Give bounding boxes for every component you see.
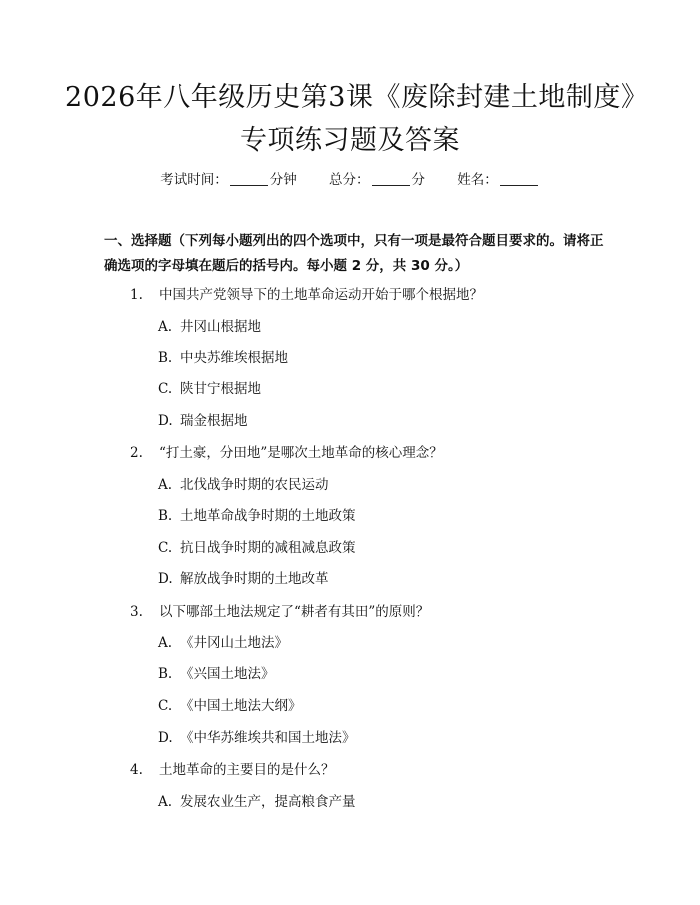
question-4	[130, 758, 335, 778]
option-text: 发展农业生产，提高粮食产量	[180, 794, 356, 810]
question-3-option-b[interactable]	[158, 662, 275, 682]
option-letter: D.	[158, 571, 173, 587]
student-name-field	[457, 168, 540, 188]
option-text: 《兴国土地法》	[180, 666, 275, 682]
total-score-blank[interactable]	[372, 171, 410, 186]
student-name-blank[interactable]	[500, 171, 538, 186]
option-letter: C.	[158, 381, 173, 397]
question-2-option-d[interactable]	[158, 567, 329, 587]
question-1-option-c[interactable]	[158, 377, 261, 397]
question-2-option-a[interactable]	[158, 473, 329, 493]
question-text: 中国共产党领导下的土地革命运动开始于哪个根据地？	[159, 287, 483, 303]
option-text: 北伐战争时期的农民运动	[180, 477, 329, 493]
option-letter: A.	[158, 477, 173, 493]
option-letter: B.	[158, 666, 173, 682]
question-number: 3.	[130, 604, 143, 620]
option-text: 井冈山根据地	[180, 319, 261, 335]
total-score-label: 总分：	[329, 172, 370, 188]
option-text: 抗日战争时期的减租减息政策	[180, 540, 356, 556]
question-3-option-a[interactable]	[158, 631, 288, 651]
total-score-unit: 分	[411, 172, 425, 188]
option-text: 《中华苏维埃共和国土地法》	[180, 730, 356, 746]
section-heading: 一、选择题（下列每小题列出的四个选项中，只有一项是最符合题目要求的。请将正确选项的字母填在题后的括号内。每小题 2 分，共 30 分。）	[104, 233, 604, 274]
option-text: 陕甘宁根据地	[180, 381, 261, 397]
question-3-option-d[interactable]	[158, 726, 356, 746]
option-text: 解放战争时期的土地改革	[180, 571, 329, 587]
exam-info	[0, 168, 700, 188]
option-letter: D.	[158, 730, 173, 746]
option-text: 《井冈山土地法》	[180, 635, 288, 651]
option-letter: A.	[158, 794, 173, 810]
exam-time-blank[interactable]	[230, 171, 268, 186]
question-2	[130, 441, 443, 461]
option-letter: C.	[158, 698, 173, 714]
question-2-option-b[interactable]	[158, 504, 356, 524]
question-text: 土地革命的主要目的是什么？	[159, 762, 335, 778]
question-1-option-d[interactable]	[158, 409, 248, 429]
option-letter: B.	[158, 508, 173, 524]
question-3	[130, 600, 429, 620]
question-text: “打土豪，分田地”是哪次土地革命的核心理念？	[159, 445, 443, 461]
option-text: 土地革命战争时期的土地政策	[180, 508, 356, 524]
option-letter: B.	[158, 350, 173, 366]
option-text: 中央苏维埃根据地	[180, 350, 288, 366]
exam-time-unit: 分钟	[269, 172, 297, 188]
option-letter: D.	[158, 413, 173, 429]
document-title: 2026年八年级历史第3课《废除封建土地制度》专项练习题及答案	[65, 82, 635, 156]
option-letter: A.	[158, 319, 173, 335]
question-1-option-b[interactable]	[158, 346, 288, 366]
question-number: 2.	[130, 445, 143, 461]
question-3-option-c[interactable]	[158, 694, 302, 714]
exam-time-label: 考试时间：	[160, 172, 228, 188]
question-1	[130, 283, 483, 303]
option-letter: A.	[158, 635, 173, 651]
student-name-label: 姓名：	[457, 172, 498, 188]
option-letter: C.	[158, 540, 173, 556]
question-4-option-a[interactable]	[158, 790, 356, 810]
question-number: 4.	[130, 762, 143, 778]
total-score-field	[329, 168, 425, 188]
question-1-option-a[interactable]	[158, 315, 261, 335]
question-number: 1.	[130, 287, 143, 303]
question-text: 以下哪部土地法规定了“耕者有其田”的原则？	[159, 604, 430, 620]
question-2-option-c[interactable]	[158, 536, 356, 556]
option-text: 《中国土地法大纲》	[180, 698, 302, 714]
exam-time-field	[160, 168, 297, 188]
option-text: 瑞金根据地	[180, 413, 248, 429]
